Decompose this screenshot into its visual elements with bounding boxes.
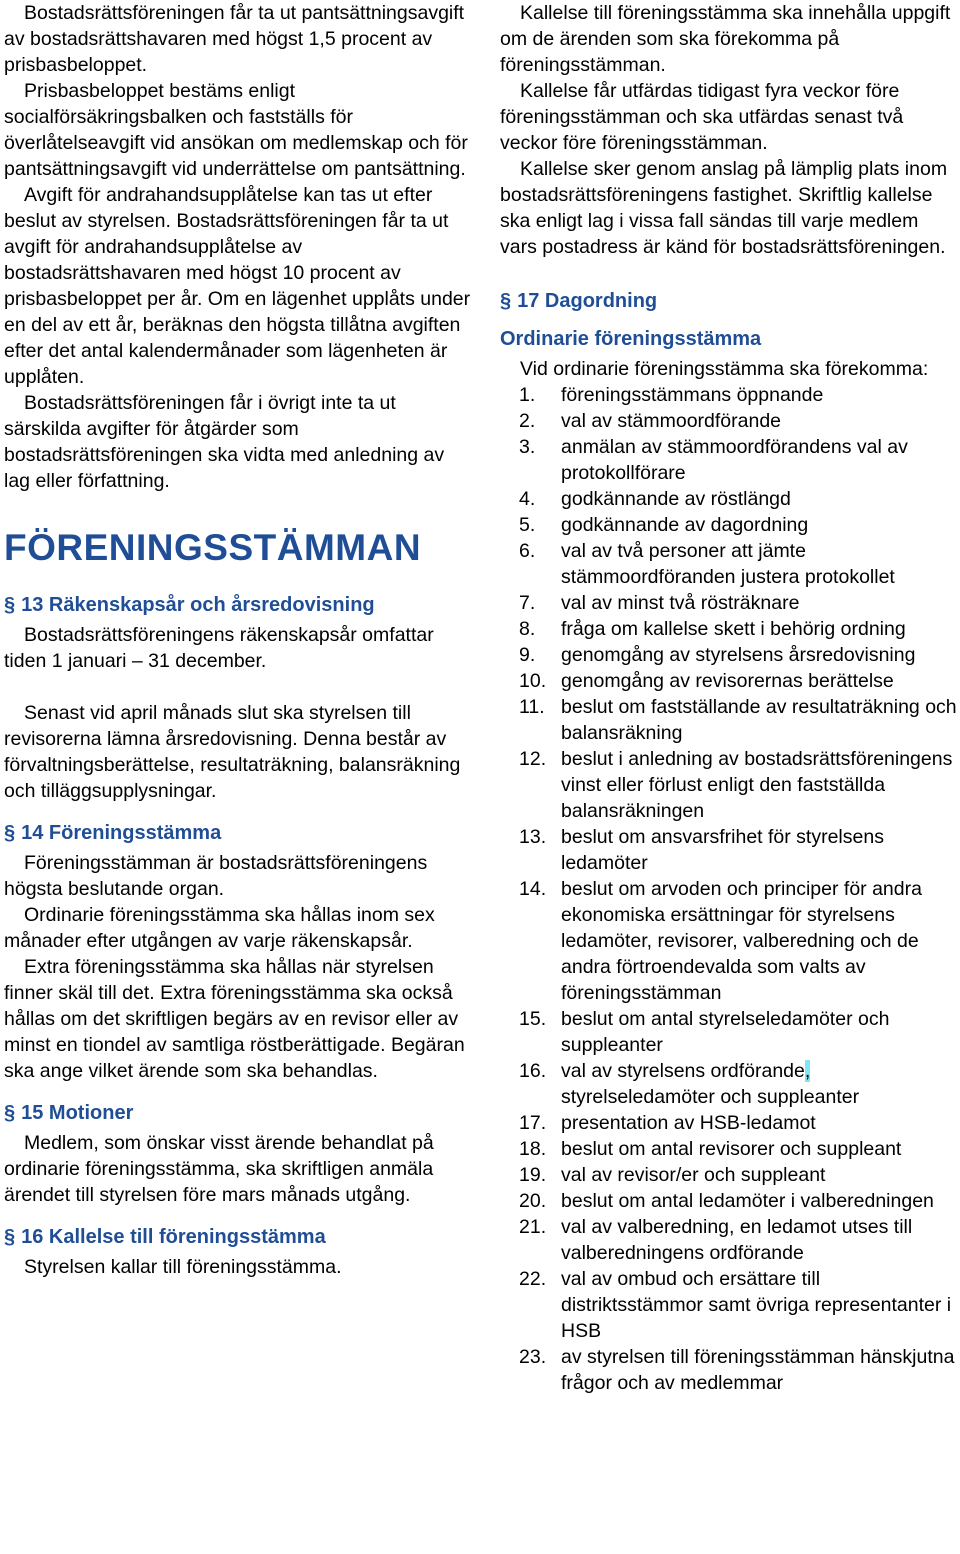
paragraph-kallelse: Styrelsen kallar till föreningsstämma. <box>24 1256 342 1278</box>
paragraph-kallelse-innehall: Kallelse till föreningsstämma ska innehålla uppgift om de ärenden som ska förekomma på föreningsstämman. <box>500 2 951 76</box>
list-item-text: godkännande av röstlängd <box>561 488 791 510</box>
list-item <box>500 590 960 616</box>
section-title: 17 Dagordning <box>517 290 658 312</box>
list-item-text: beslut om fastställande av resultaträkning och balansräkning <box>561 696 957 744</box>
list-item <box>500 512 960 538</box>
paragraph-hogsta-organ: Föreningsstämman är bostadsrättsföreningens högsta beslutande organ. <box>4 852 428 900</box>
list-item-number: 3. <box>519 436 536 458</box>
list-item-number: 20. <box>519 1190 547 1212</box>
list-item-number: 5. <box>519 514 536 536</box>
agenda-list <box>500 382 960 1396</box>
list-item-number: 7. <box>519 592 536 614</box>
list-item-number: 17. <box>519 1112 547 1134</box>
list-item <box>500 538 960 590</box>
list-item-text: genomgång av styrelsens årsredovisning <box>561 644 916 666</box>
list-item-text: beslut om antal ledamöter i valberedningen <box>561 1190 934 1212</box>
list-item-number: 22. <box>519 1268 547 1290</box>
list-item-number: 16. <box>519 1060 547 1082</box>
list-item <box>500 1266 960 1344</box>
section-symbol-icon: § <box>500 290 512 312</box>
list-item-text: val av ombud och ersättare till distriktsstämmor samt övriga representanter i HSB <box>561 1268 952 1342</box>
list-item-text: val av revisor/er och suppleant <box>561 1164 826 1186</box>
section-title: 14 Föreningsstämma <box>21 822 222 844</box>
left-column <box>4 0 474 1280</box>
list-item <box>500 642 960 668</box>
right-column <box>500 0 960 1396</box>
list-item-text: val av styrelsens ordförande <box>561 1060 805 1082</box>
list-item-text: presentation av HSB-ledamot <box>561 1112 816 1134</box>
list-item-number: 10. <box>519 670 547 692</box>
section-symbol-icon: § <box>4 822 16 844</box>
paragraph-andrahandsupplatelse: Avgift för andrahandsupplåtelse kan tas ut efter beslut av styrelsen. Bostadsrättsföreningen får ta ut avgift för andrahandsupplåtelse av bostadsrättshavaren med högst 10 procent av prisbasbeloppet per år. Om en lägenhet upplåts under en del av ett år, beräknas den högsta tillåtna avgiften efter det antal kalendermånader som lägenheten är upplåten. <box>4 184 471 388</box>
list-item-text: val av stämmoordförande <box>561 410 782 432</box>
section-symbol-icon: § <box>4 1226 16 1248</box>
list-item-text: val av minst två rösträknare <box>561 592 800 614</box>
list-item-number: 18. <box>519 1138 547 1160</box>
paragraph-pantsattningsavgift: Bostadsrättsföreningen får ta ut pantsättningsavgift av bostadsrättshavaren med högst 1,5 procent av prisbasbeloppet. <box>4 2 465 76</box>
list-item-text: val av valberedning, en ledamot utses till valberedningens ordförande <box>561 1216 913 1264</box>
list-item-text: beslut om antal styrelseledamöter och suppleanter <box>561 1008 890 1056</box>
list-item-text: beslut om antal revisorer och suppleant <box>561 1138 902 1160</box>
paragraph-ordinarie-stamma: Ordinarie föreningsstämma ska hållas inom sex månader efter utgången av varje räkenskapsår. <box>4 904 435 952</box>
list-item <box>500 408 960 434</box>
section-heading-13 <box>4 576 474 622</box>
list-item <box>500 668 960 694</box>
list-item-number: 1. <box>519 384 536 406</box>
list-item-number: 2. <box>519 410 536 432</box>
list-item <box>500 694 960 746</box>
list-item-text: föreningsstämmans öppnande <box>561 384 824 406</box>
list-item <box>500 1188 960 1214</box>
paragraph-prisbasbelopp: Prisbasbeloppet bestäms enligt socialförsäkringsbalken och fastställs för överlåtelseavgift vid ansökan om medlemskap och för pantsättningsavgift vid underrättelse om pantsättning. <box>4 80 468 180</box>
list-item-number: 23. <box>519 1346 547 1368</box>
list-item-number: 11. <box>519 696 545 718</box>
list-item <box>500 434 960 486</box>
list-item <box>500 746 960 824</box>
paragraph-rakenskapsar: Bostadsrättsföreningens räkenskapsår omfattar tiden 1 januari – 31 december. <box>4 624 434 672</box>
list-item-text-continued: styrelseledamöter och suppleanter <box>561 1086 860 1108</box>
list-item <box>500 876 960 1006</box>
list-item <box>500 1006 960 1058</box>
list-item-number: 9. <box>519 644 536 666</box>
list-item <box>500 382 960 408</box>
list-item-number: 19. <box>519 1164 547 1186</box>
list-item <box>500 1162 960 1188</box>
paragraph-kallelse-anslag: Kallelse sker genom anslag på lämplig plats inom bostadsrättsföreningens fastighet. Skriftlig kallelse ska enligt lag i vissa fall sändas till varje medlem vars postadress är känd för bostadsrättsföreningen. <box>500 158 948 258</box>
list-item-number: 4. <box>519 488 536 510</box>
list-item-text: fråga om kallelse skett i behörig ordning <box>561 618 906 640</box>
paragraph-arsredovisning: Senast vid april månads slut ska styrelsen till revisorerna lämna årsredovisning. Denna består av förvaltningsberättelse, resultaträkning, balansräkning och tilläggsupplysningar. <box>4 702 461 802</box>
paragraph-extra-stamma: Extra föreningsstämma ska hållas när styrelsen finner skäl till det. Extra föreningsstämma ska också hållas om det skriftligen begärs av en revisor eller av minst en tiondel av samtliga röstberättigade. Begäran ska ange vilket ärende som ska behandlas. <box>4 956 465 1082</box>
list-item-text: anmälan av stämmoordförandens val av protokollförare <box>561 436 908 484</box>
section-title: 15 Motioner <box>21 1102 134 1124</box>
list-item-text: godkännande av dagordning <box>561 514 809 536</box>
section-symbol-icon: § <box>4 1102 16 1124</box>
list-item <box>500 1344 960 1396</box>
list-item-number: 12. <box>519 748 547 770</box>
list-item-number: 21. <box>519 1216 547 1238</box>
list-item <box>500 1214 960 1266</box>
section-heading-14 <box>4 804 474 850</box>
list-item <box>500 1136 960 1162</box>
list-item <box>500 824 960 876</box>
list-item-number: 13. <box>519 826 547 848</box>
list-item-number: 6. <box>519 540 536 562</box>
paragraph-motioner: Medlem, som önskar visst ärende behandlat på ordinarie föreningsstämma, ska skriftligen anmäla ärendet till styrelsen före mars månads utgång. <box>4 1132 434 1206</box>
section-symbol-icon: § <box>4 594 16 616</box>
list-item-text: beslut om ansvarsfrihet för styrelsens ledamöter <box>561 826 884 874</box>
section-heading-17 <box>500 260 960 318</box>
list-item <box>500 486 960 512</box>
section-heading-16 <box>4 1208 474 1254</box>
section-title: 13 Räkenskapsår och årsredovisning <box>21 594 375 616</box>
paragraph-kallelse-tid: Kallelse får utfärdas tidigast fyra veckor före föreningsstämman och ska utfärdas senast två veckor före föreningsstämman. <box>500 80 904 154</box>
list-item-text: beslut om arvoden och principer för andra ekonomiska ersättningar för styrelsens ledamöter, revisorer, valberedning och de andra förtroendevalda som valts av föreningsstämman <box>561 878 922 1004</box>
paragraph-ovriga-avgifter: Bostadsrättsföreningen får i övrigt inte ta ut särskilda avgifter för åtgärder som bostadsrättsföreningen ska vidta med anledning av lag eller författning. <box>4 392 445 492</box>
list-item-text: av styrelsen till föreningsstämman hänskjutna frågor och av medlemmar <box>561 1346 955 1394</box>
list-item-number: 15. <box>519 1008 547 1030</box>
list-item-text: beslut i anledning av bostadsrättsföreningens vinst eller förlust enligt den fastställda balansräkningen <box>561 748 953 822</box>
list-item-number: 8. <box>519 618 536 640</box>
list-item-text: val av två personer att jämte stämmoordföranden justera protokollet <box>561 540 895 588</box>
subsection-heading: Ordinarie föreningsstämma <box>500 328 762 350</box>
list-item <box>500 1110 960 1136</box>
chapter-heading: FÖRENINGSSTÄMMAN <box>4 527 422 568</box>
paragraph-dagordning-intro: Vid ordinarie föreningsstämma ska förekomma: <box>520 358 929 380</box>
list-item <box>500 1058 960 1110</box>
list-item <box>500 616 960 642</box>
list-item-number: 14. <box>519 878 547 900</box>
list-item-text: genomgång av revisorernas berättelse <box>561 670 894 692</box>
section-title: 16 Kallelse till föreningsstämma <box>21 1226 326 1248</box>
spacer <box>4 674 474 700</box>
section-heading-15 <box>4 1084 474 1130</box>
highlight-mark: , <box>804 1060 811 1082</box>
